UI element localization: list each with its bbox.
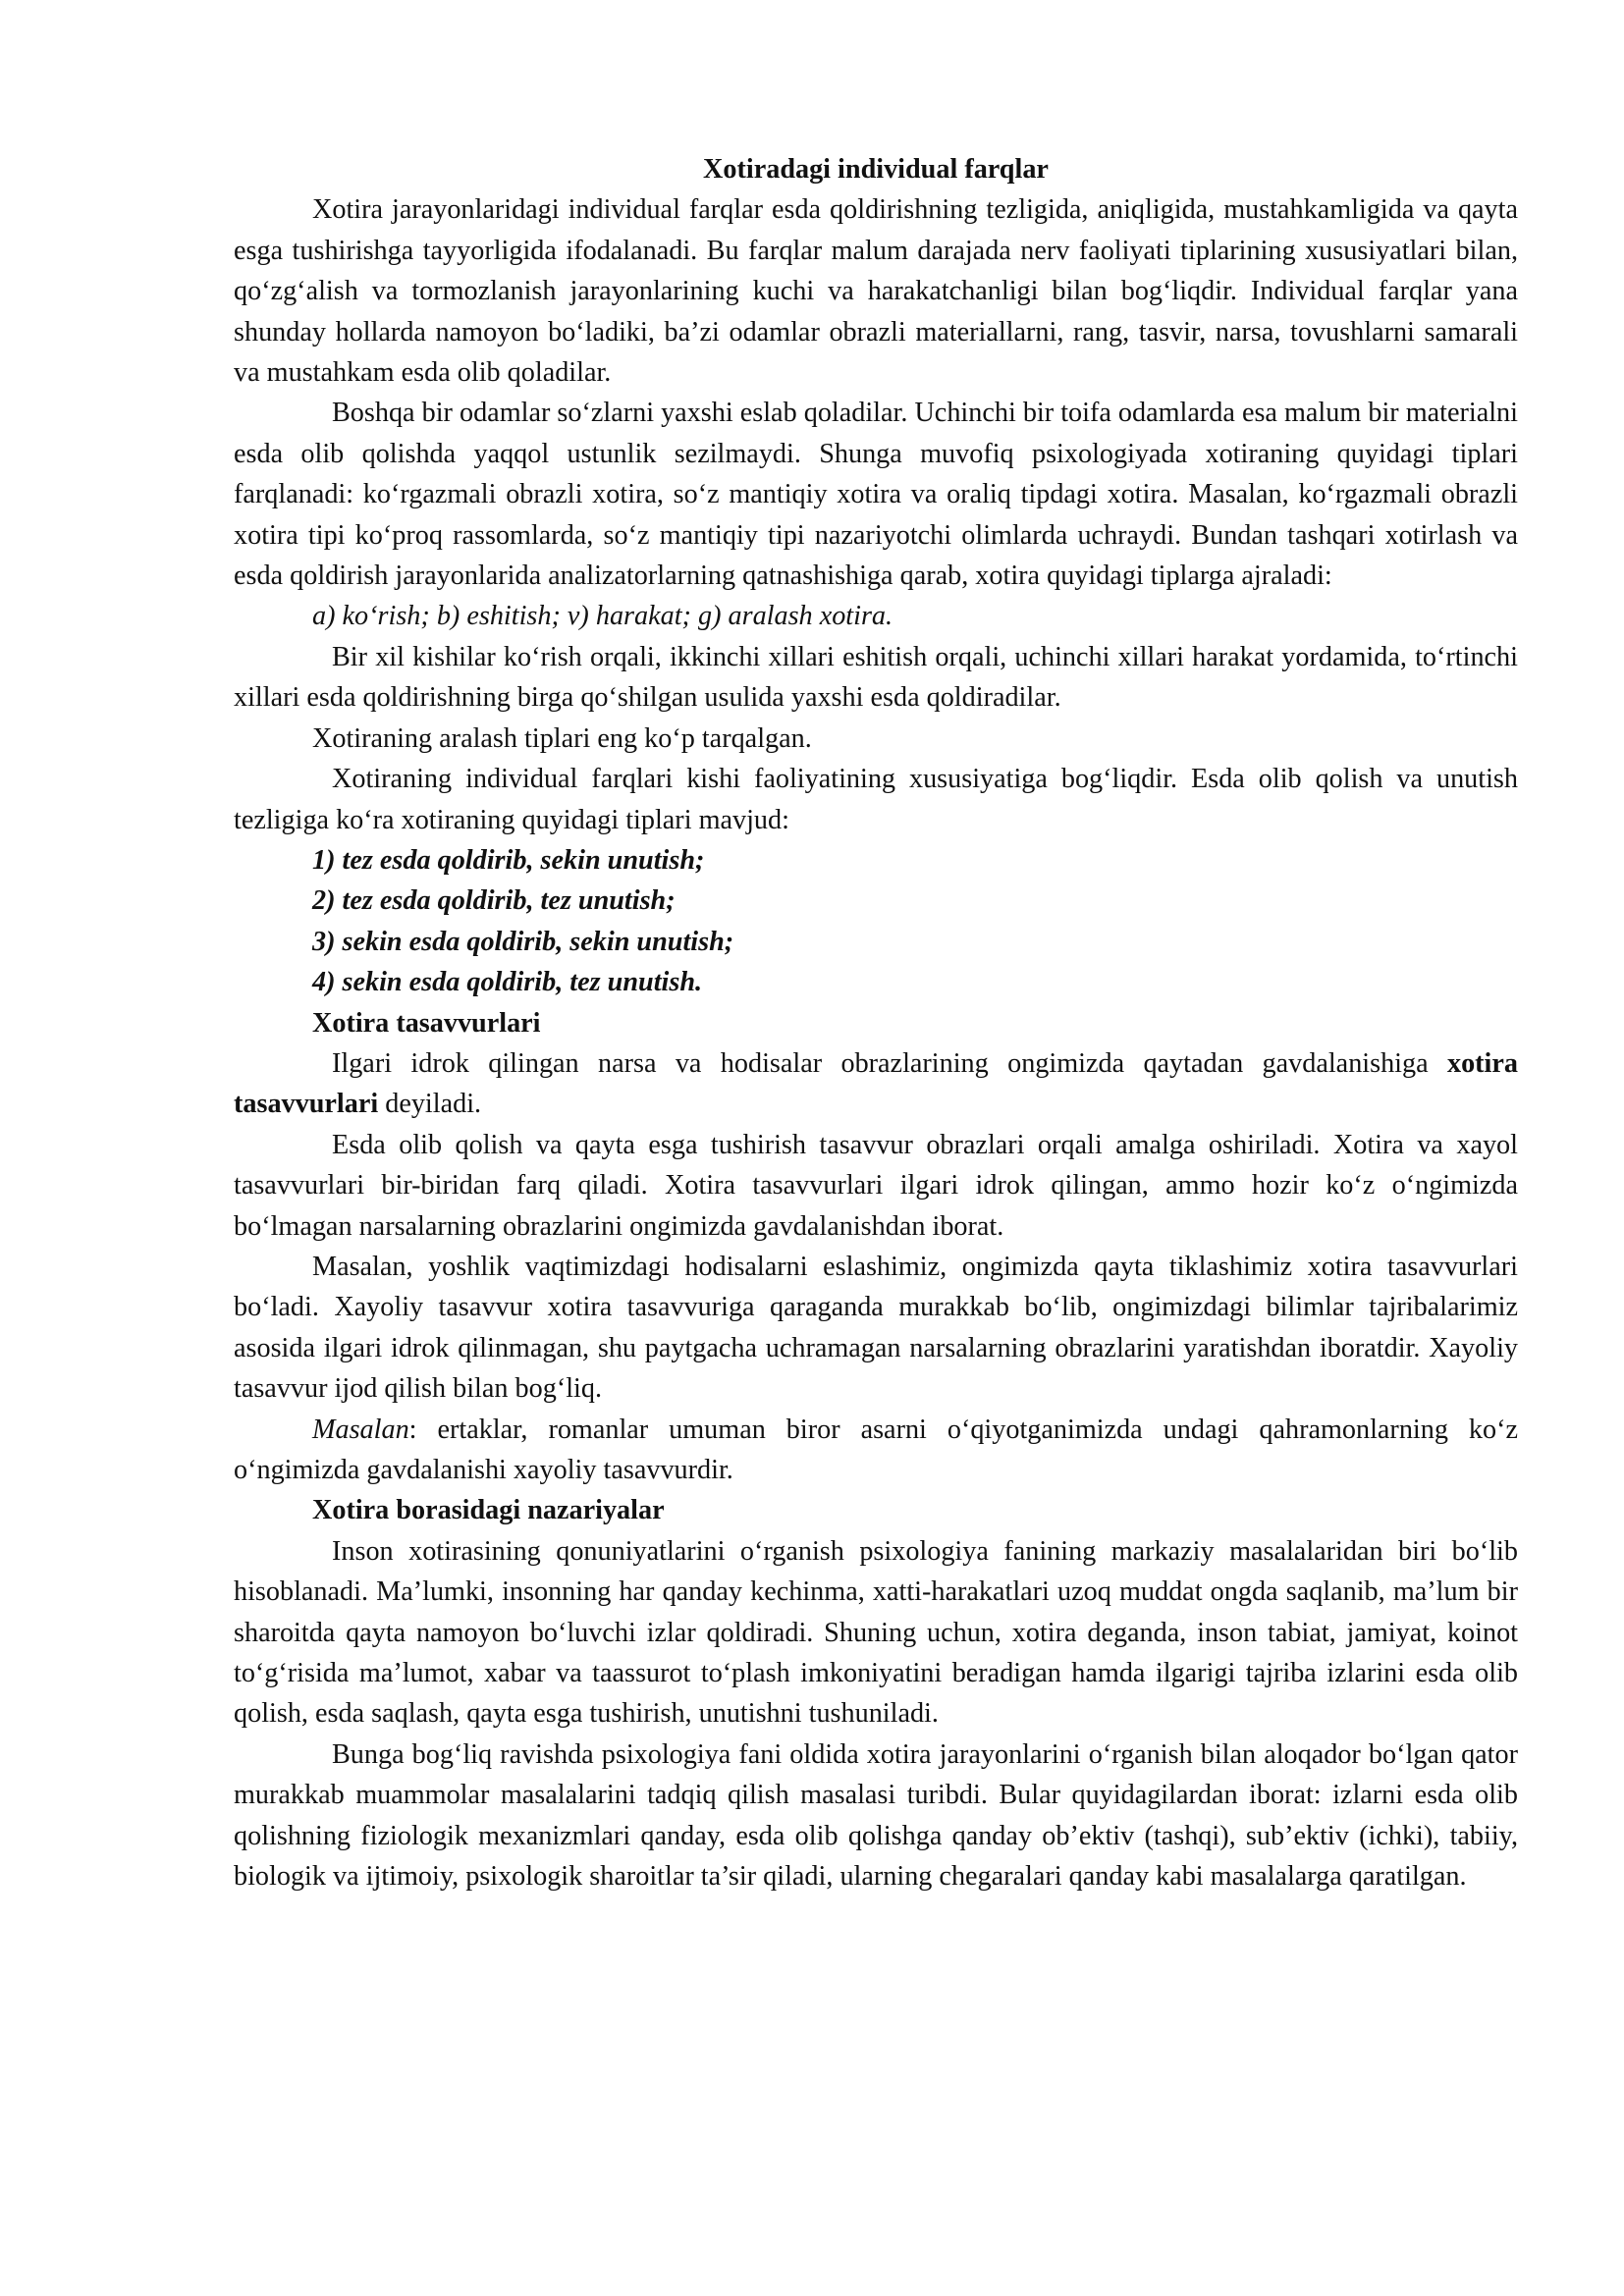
paragraph-11: Bunga bog‘liq ravishda psixologiya fani oldida xotira jarayonlarini o‘rganish bilan aloqador bo‘lgan qator murakkab muammolar masalalarini tadqiq qilish masalasi turibdi. Bular quyidagilardan iborat: izlarni esda olib qolishning fiziologik mexanizmlari qanday, esda olib qolishga qanday ob’ektiv (tashqi), sub’ektiv (ichki), tabiiy, biologik va ijtimoiy, psixologik sharoitlar ta’sir qiladi, ularning chegaralari qanday kabi masalalarga qaratilgan. [234, 1738, 1518, 1893]
paragraph-2: Boshqa bir odamlar so‘zlarni yaxshi eslab qoladilar. Uchinchi bir toifa odamlarda esa malum bir materialni esda olib qolishda yaqqol ustunlik sezilmaydi. Shunga muvofiq psixologiyada xotiraning quyidagi tiplari farqlanadi: ko‘rgazmali obrazli xotira, so‘z mantiqiy xotira va oraliq tipdagi xotira. Masalan, ko‘rgazmali obrazli xotira tipi ko‘proq rassomlarda, so‘z mantiqiy tipi nazariyotchi olimlarda uchraydi. Bundan tashqari xotirlash va esda qoldirish jarayonlarida analizatorlarning qatnashishiga qarab, xotira quyidagi tiplarga ajraladi: [234, 398, 1518, 592]
paragraph-9-text: : ertaklar, romanlar umuman biror asarni o‘qiyotganimizda undagi qahramonlarning ko‘z o‘ngimizda gavdalanishi xayoliy tasavvurdir. [234, 1414, 1518, 1485]
document-title: Xotiradagi individual farqlar [703, 154, 1049, 185]
paragraph-6-text-c: deyiladi. [378, 1089, 482, 1120]
analyzer-types-line: a) ko‘rish; b) eshitish; v) harakat; g) aralash xotira. [312, 601, 893, 632]
list-item: 3) sekin esda qoldirib, sekin unutish; [312, 926, 734, 957]
paragraph-5: Xotiraning individual farqlari kishi faoliyatining xususiyatiga bog‘liqdir. Esda olib qolish va unutish tezligiga ko‘ra xotiraning quyidagi tiplari mavjud: [234, 764, 1518, 835]
paragraph-10: Inson xotirasining qonuniyatlarini o‘rganish psixologiya fanining markaziy masalalaridan biri bo‘lib hisoblanadi. Ma’lumki, insonning har qanday kechinma, xatti-harakatlari uzoq muddat ongda saqlanib, ma’lum bir sharoitda qayta namoyon bo‘luvchi izlar qoldiradi. Shuning uchun, xotira deganda, inson tabiat, jamiyat, koinot to‘g‘risida ma’lumot, xabar va taassurot to‘plash imkoniyatini beradigan hamda ilgarigi tajriba izlarini esda olib qolish, esda saqlash, qayta esga tushirish, unutishni tushuniladi. [234, 1535, 1518, 1730]
paragraph-1: Xotira jarayonlaridagi individual farqlar esda qoldirishning tezligida, aniqligida, mustahkamligida va qayta esga tushirishga tayyorligida ifodalanadi. Bu farqlar malum darajada nerv faoliyati tiplarining xususiyatlari bilan, qo‘zg‘alish va tormozlanish jarayonlarining kuchi va harakatchanligi bilan bog‘liqdir. Individual farqlar yana shunday hollarda namoyon bo‘ladiki, ba’zi odamlar obrazli materiallarni, rang, tasvir, narsa, tovushlarni samarali va mustahkam esda olib qoladilar. [234, 194, 1518, 389]
paragraph-6-text-a: Ilgari idrok qilingan narsa va hodisalar obrazlarining ongimizda qaytadan gavdalanishiga [332, 1047, 1447, 1079]
paragraph-7: Esda olib qolish va qayta esga tushirish tasavvur obrazlari orqali amalga oshiriladi. Xotira va xayol tasavvurlari bir-biridan farq qiladi. Xotira tasavvurlari ilgari idrok qilingan, ammo hozir ko‘z o‘ngimizda bo‘lmagan narsalarning obrazlarini ongimizda gavdalanishdan iborat. [234, 1129, 1518, 1242]
list-item: 4) sekin esda qoldirib, tez unutish. [312, 967, 703, 998]
document-page [234, 149, 1518, 1896]
paragraph-4: Xotiraning aralash tiplari eng ko‘p tarqalgan. [312, 722, 812, 754]
paragraph-9-example-word: Masalan [312, 1414, 409, 1445]
paragraph-3: Bir xil kishilar ko‘rish orqali, ikkinchi xillari eshitish orqali, uchinchi xillari harakat yordamida, to‘rtinchi xillari esda qoldirishning birga qo‘shilgan usulida yaxshi esda qoldiradilar. [234, 641, 1518, 714]
paragraph-9 [234, 1410, 1518, 1491]
section-heading-nazariyalar: Xotira borasidagi nazariyalar [312, 1495, 665, 1526]
paragraph-8: Masalan, yoshlik vaqtimizdagi hodisalarni eslashimiz, ongimizda qayta tiklashimiz xotira tasavvurlari bo‘ladi. Xayoliy tasavvur xotira tasavvuriga qaraganda murakkab bo‘lib, ongimizdagi bilimlar tajribalarimiz asosida ilgari idrok qilinmagan, shu paytgacha uchramagan narsalarning obrazlarini yaratishdan iboratdir. Xayoliy tasavvur ijod qilish bilan bog‘liq. [234, 1251, 1518, 1405]
list-item: 2) tez esda qoldirib, tez unutish; [312, 885, 676, 917]
term-xotira-tasavvurlari: xotira tasavvurlari [234, 1047, 1518, 1120]
section-heading-xotira-tasavvurlari: Xotira tasavvurlari [312, 1007, 541, 1039]
list-item: 1) tez esda qoldirib, sekin unutish; [312, 844, 705, 876]
paragraph-6 [234, 1043, 1518, 1125]
